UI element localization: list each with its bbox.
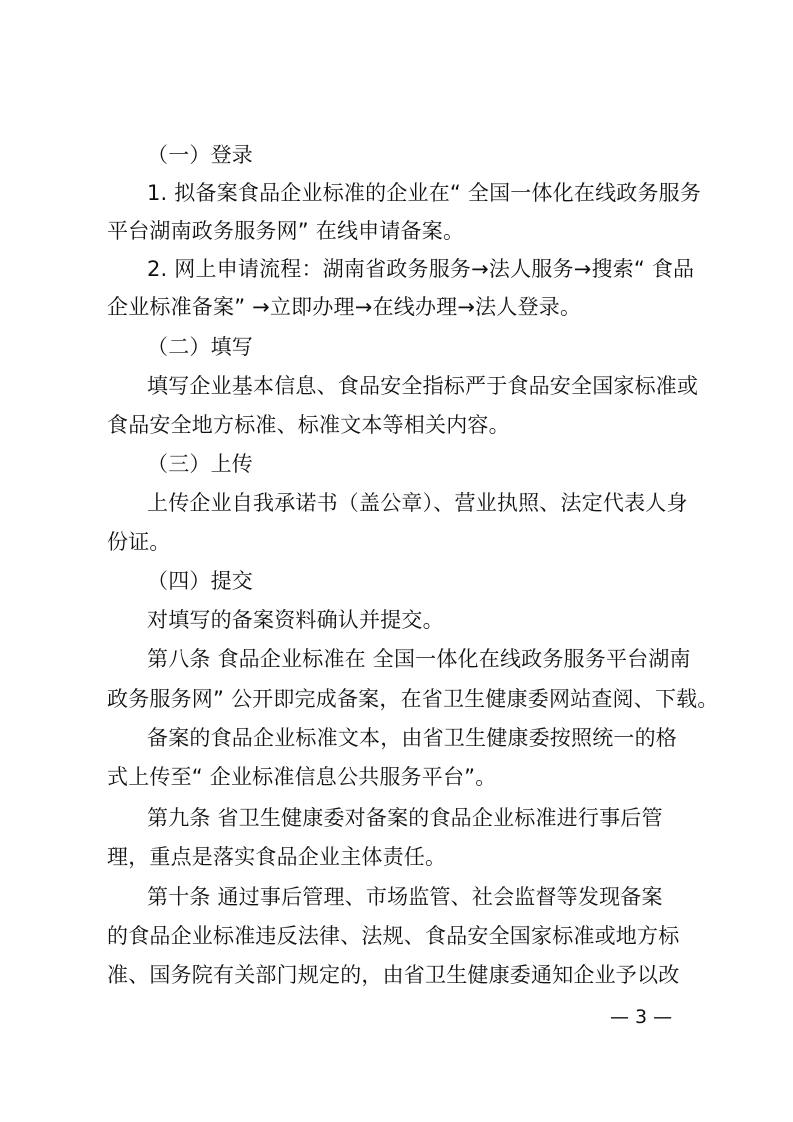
page-number: — 3 — [610,1006,673,1028]
text-line: 1. 拟备案食品企业标准的企业在“ 全国一体化在线政务服务 [147,181,702,205]
section-heading-fill: （二）填写 [147,335,253,359]
article-nine: 第九条 省卫生健康委对备案的食品企业标准进行事后管 [147,806,663,830]
text-line: 2. 网上申请流程：湖南省政务服务→法人服务→搜索“ 食品 [147,257,695,281]
text-line: 上传企业自我承诺书（盖公章）、营业执照、法定代表人身 [147,491,688,515]
article-ten: 第十条 通过事后管理、市场监管、社会监督等发现备案 [147,885,663,909]
text-line: 理，重点是落实食品企业主体责任。 [107,845,447,869]
article-eight: 第八条 食品企业标准在 全国一体化在线政务服务平台湖南 [147,647,691,671]
section-heading-submit: （四）提交 [147,569,253,593]
text-line: 平台湖南政务服务网” 在线申请备案。 [107,219,465,243]
text-line: 政务服务网” 公开即完成备案，在省卫生健康委网站查阅、下载。 [107,687,719,711]
text-line: 企业标准备案” →立即办理→在线办理→法人登录。 [107,295,582,319]
text-line: 备案的食品企业标准文本，由省卫生健康委按照统一的格 [147,726,677,750]
section-heading-upload: （三）上传 [147,452,253,476]
text-line: 对填写的备案资料确认并提交。 [147,608,444,632]
text-line: 式上传至“ 企业标准信息公共服务平台”。 [107,765,497,789]
text-line: 准、国务院有关部门规定的，由省卫生健康委通知企业予以改 [107,963,680,987]
text-line: 填写企业基本信息、食品安全指标严于食品安全国家标准或 [147,374,699,398]
text-line: 的食品企业标准违反法律、法规、食品安全国家标准或地方标 [107,924,680,948]
section-heading-login: （一）登录 [147,143,253,167]
text-line: 份证。 [107,530,171,554]
text-line: 食品安全地方标准、标准文本等相关内容。 [107,413,510,437]
